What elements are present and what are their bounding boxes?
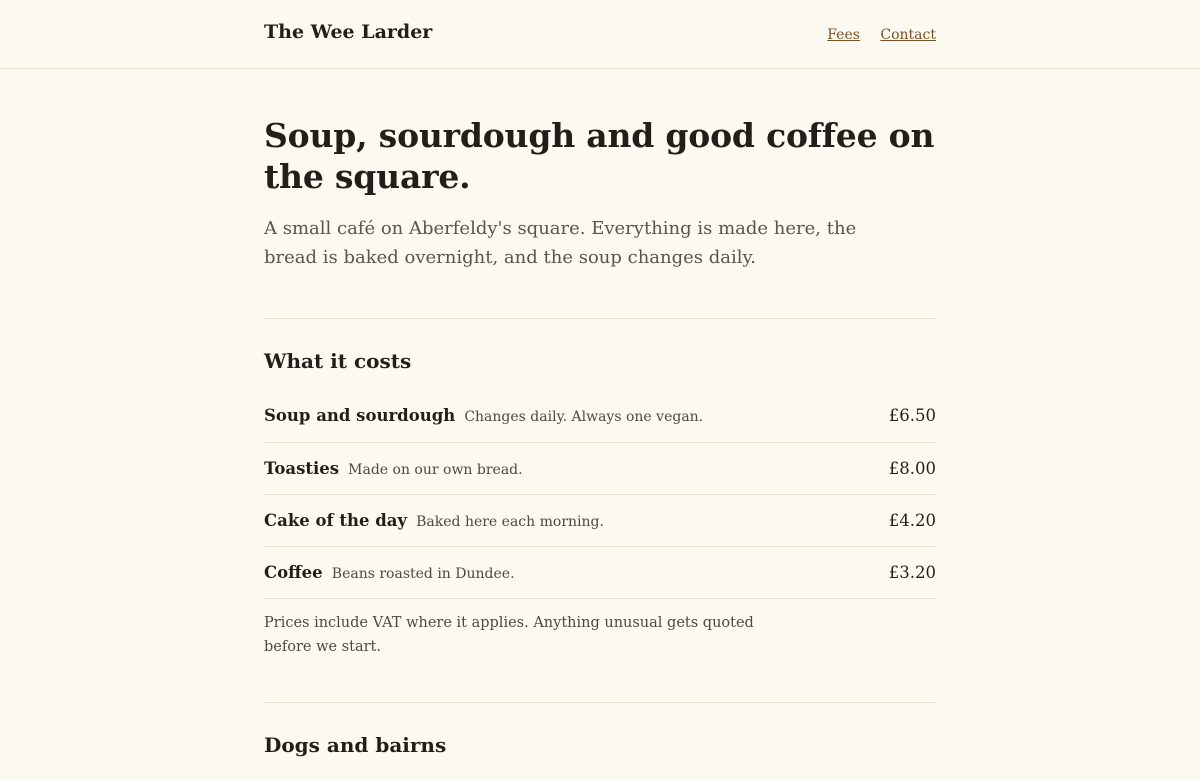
item-description: Made on our own bread. — [348, 462, 523, 478]
costs-heading: What it costs — [264, 349, 412, 373]
price-list — [264, 390, 936, 599]
item-price: £6.50 — [888, 406, 936, 425]
item-name: Cake of the day — [264, 511, 408, 530]
item-price: £3.20 — [888, 563, 936, 582]
main-content — [264, 115, 936, 760]
site-nav — [811, 27, 936, 43]
item-name: Toasties — [264, 459, 340, 478]
site-brand[interactable]: The Wee Larder — [264, 21, 433, 43]
hero-title: Soup, sourdough and good coffee on the square. — [264, 116, 935, 196]
item-description: Changes daily. Always one vegan. — [464, 409, 704, 425]
nav-link-contact[interactable]: Contact — [880, 27, 936, 43]
item-price: £4.20 — [888, 511, 936, 530]
section-divider — [264, 702, 936, 703]
item-name: Coffee — [264, 563, 323, 582]
price-row — [264, 443, 936, 495]
price-row — [264, 390, 936, 443]
item-price: £8.00 — [888, 459, 936, 478]
price-row — [264, 495, 936, 547]
price-row — [264, 547, 936, 599]
dogs-heading: Dogs and bairns — [264, 733, 447, 757]
site-header — [0, 0, 1200, 69]
section-divider — [264, 318, 936, 319]
nav-link-fees[interactable]: Fees — [827, 27, 860, 43]
hero-lede: A small café on Aberfeldy's square. Everything is made here, the bread is baked overnight, and the soup changes daily. — [264, 218, 857, 268]
item-description: Beans roasted in Dundee. — [331, 566, 515, 582]
price-note: Prices include VAT where it applies. Anything unusual gets quoted before we start. — [264, 615, 754, 655]
item-description: Baked here each morning. — [416, 514, 604, 530]
item-name: Soup and sourdough — [264, 406, 456, 425]
